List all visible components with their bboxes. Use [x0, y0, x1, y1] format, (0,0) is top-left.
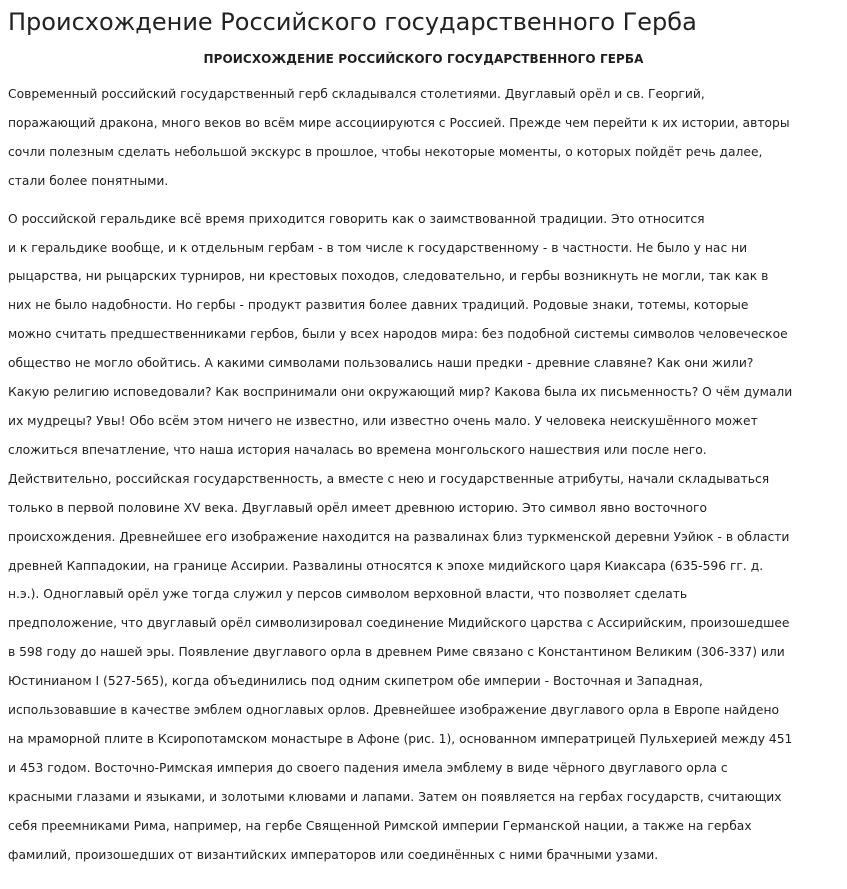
- paragraph-line: можно считать предшественниками гербов, были у всех народов мира: без подобной системы символов человеческое: [8, 327, 788, 342]
- article-page: [0, 9, 847, 869]
- paragraph-line: фамилий, произошедших от византийских императоров или соединённых с ними брачными узами.: [8, 847, 659, 862]
- article-paragraph-2: [8, 205, 839, 870]
- page-title: Происхождение Российского государственного Герба: [8, 8, 697, 36]
- paragraph-line: сложиться впечатление, что наша история началась во времена монгольского нашествия или после него.: [8, 442, 707, 457]
- article-paragraph-1: [8, 80, 839, 196]
- paragraph-line: использовавшие в качестве эмблем одноглавых орлов. Древнейшее изображение двуглавого орла в Европе найдено: [8, 703, 780, 718]
- paragraph-line: Действительно, российская государственность, а вместе с нею и государственные атрибуты, начали складываться: [8, 471, 770, 486]
- paragraph-line: древней Каппадокии, на границе Ассирии. Развалины относятся к эпохе мидийского царя Киаксара (635-596 гг. д.: [8, 558, 764, 573]
- paragraph-line: общество не могло обойтись. А какими символами пользовались наши предки - древние славяне? Как они жили?: [8, 356, 754, 371]
- paragraph-line: себя преемниками Рима, например, на гербе Священной Римской империи Германской нации, а также на гербах: [8, 818, 752, 833]
- paragraph-line: красными глазами и языками, и золотыми клювами и лапами. Затем он появляется на гербах государств, считающих: [8, 789, 782, 804]
- paragraph-line: н.э.). Одноглавый орёл уже тогда служил у персов символом верховной власти, что позволяет сделать: [8, 587, 688, 602]
- paragraph-line: предположение, что двуглавый орёл символизировал соединение Мидийского царства с Ассирийским, произошедшее: [8, 616, 790, 631]
- paragraph-line: них не было надобности. Но гербы - продукт развития более давних традиций. Родовые знаки, тотемы, которые: [8, 298, 749, 313]
- paragraph-line: Современный российский государственный герб складывался столетиями. Двуглавый орёл и св. Георгий,: [8, 87, 705, 101]
- paragraph-line: только в первой половине XV века. Двуглавый орёл имеет древнюю историю. Это символ явно восточного: [8, 500, 707, 515]
- paragraph-line: Юстинианом I (527-565), когда объединились под одним скипетром обе империи - Восточная и Западная,: [8, 674, 703, 689]
- paragraph-line: в 598 году до нашей эры. Появление двуглавого орла в древнем Риме связано с Константином Великим (306-337) или: [8, 645, 785, 660]
- paragraph-line: Какую религию исповедовали? Как воспринимали они окружающий мир? Какова была их письменность? О чём думали: [8, 385, 793, 400]
- paragraph-line: и к геральдике вообще, и к отдельным гербам - в том числе к государственному - в частности. Не было у нас ни: [8, 240, 748, 255]
- paragraph-line: происхождения. Древнейшее его изображение находится на развалинах близ туркменской деревни Уэйюк - в области: [8, 529, 790, 544]
- paragraph-line: сочли полезным сделать небольшой экскурс в прошлое, чтобы некоторые моменты, о которых пойдёт речь далее,: [8, 144, 763, 159]
- paragraph-line: стали более понятными.: [8, 173, 169, 188]
- paragraph-line: и 453 годом. Восточно-Римская империя до своего падения имела эмблему в виде чёрного двуглавого орла с: [8, 760, 728, 775]
- paragraph-line: их мудрецы? Увы! Обо всём этом ничего не известно, или известно очень мало. У человека неискушённого может: [8, 413, 758, 428]
- paragraph-line: на мраморной плите в Ксиропотамском монастыре в Афоне (рис. 1), основанном императрицей Пульхерией между 451: [8, 731, 793, 746]
- paragraph-line: рыцарства, ни рыцарских турниров, ни крестовых походов, следовательно, и гербы возникнуть не могли, так как в: [8, 269, 769, 284]
- article-heading: ПРОИСХОЖДЕНИЕ РОССИЙСКОГО ГОСУДАРСТВЕННОГО ГЕРБА: [203, 52, 644, 66]
- paragraph-line: поражающий дракона, много веков во всём мире ассоциируются с Россией. Прежде чем перейти к их истории, авторы: [8, 115, 790, 130]
- paragraph-line: О российской геральдике всё время приходится говорить как о заимствованной традиции. Это относится: [8, 211, 705, 226]
